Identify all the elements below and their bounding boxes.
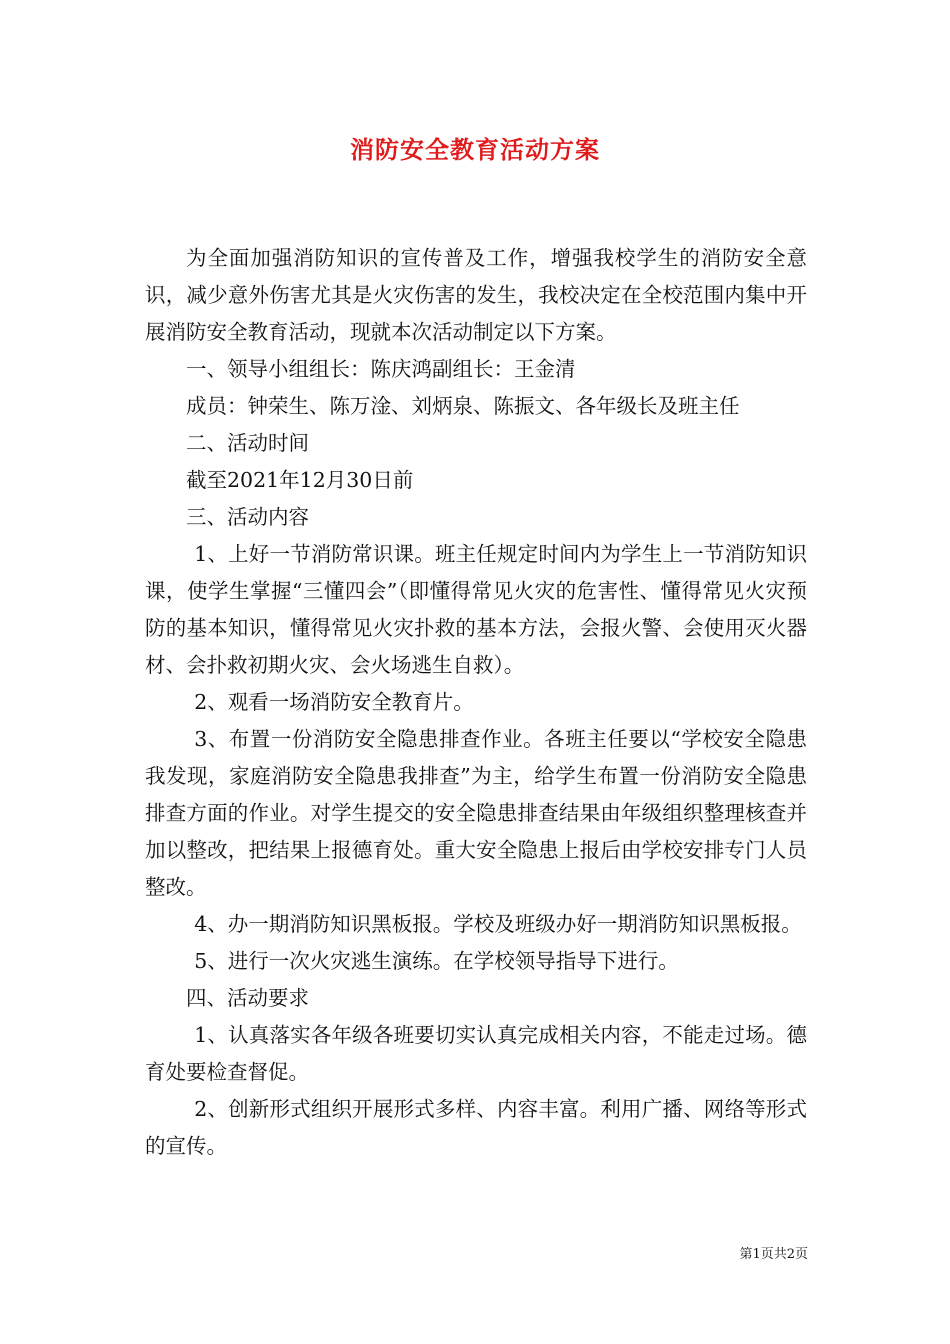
heading-activity-content: 三、活动内容 (186, 505, 309, 529)
paragraph-item-1: 1、上好一节消防常识课。班主任规定时间内为学生上一节消防知识课，使学生掌握“三懂四会”（即懂得常见火灾的危害性、懂得常见火灾预防的基本知识，懂得常见火灾扑救的基本方法，会报火警、会使用灭火器材、会扑救初期火灾、会火场逃生自救）。 (145, 542, 807, 677)
paragraph-intro: 为全面加强消防知识的宣传普及工作，增强我校学生的消防安全意识，减少意外伤害尤其是火灾伤害的发生，我校决定在全校范围内集中开展消防安全教育活动，现就本次活动制定以下方案。 (145, 246, 807, 344)
paragraph-leadership: 一、领导小组组长：陈庆鸿副组长：王金清 (186, 357, 576, 381)
document-title: 消防安全教育活动方案 (350, 135, 600, 164)
heading-activity-requirements: 四、活动要求 (186, 986, 309, 1010)
document-body (145, 240, 807, 1165)
paragraph-item-4: 4、办一期消防知识黑板报。学校及班级办好一期消防知识黑板报。 (194, 912, 802, 936)
paragraph-item-5: 5、进行一次火灾逃生演练。在学校领导指导下进行。 (194, 949, 679, 973)
paragraph-deadline: 截至2021年12月30日前 (186, 468, 414, 492)
heading-activity-time: 二、活动时间 (186, 431, 309, 455)
paragraph-requirement-1: 1、认真落实各年级各班要切实认真完成相关内容，不能走过场。德育处要检查督促。 (145, 1023, 807, 1084)
paragraph-requirement-2: 2、创新形式组织开展形式多样、内容丰富。利用广播、网络等形式的宣传。 (145, 1097, 807, 1158)
page-number: 第1页共2页 (739, 1247, 808, 1262)
paragraph-members: 成员：钟荣生、陈万淦、刘炳泉、陈振文、各年级长及班主任 (186, 394, 740, 418)
paragraph-item-2: 2、观看一场消防安全教育片。 (194, 690, 474, 714)
paragraph-item-3: 3、布置一份消防安全隐患排查作业。各班主任要以“学校安全隐患我发现，家庭消防安全隐患我排查”为主，给学生布置一份消防安全隐患排查方面的作业。对学生提交的安全隐患排查结果由年级组织整理核查并加以整改，把结果上报德育处。重大安全隐患上报后由学校安排专门人员整改。 (145, 727, 807, 899)
